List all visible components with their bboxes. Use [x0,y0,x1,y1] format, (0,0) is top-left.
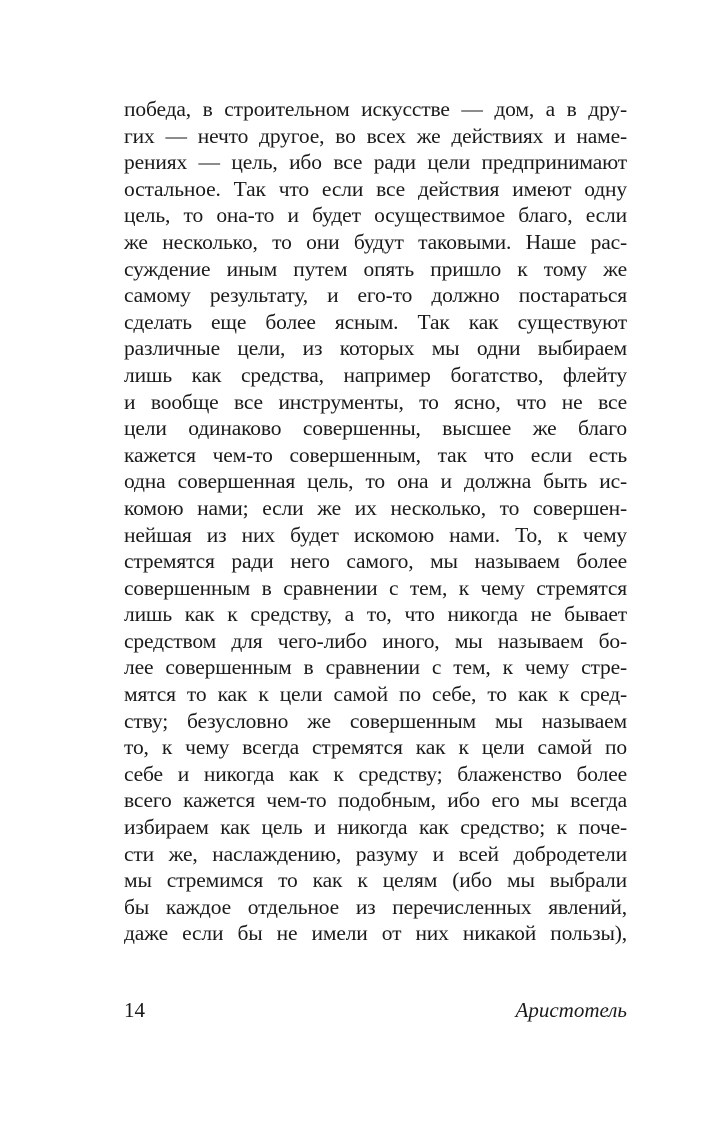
text-line: избираем как цель и никогда как средство; к поче- [124,815,627,840]
text-line: сделать еще более ясным. Так как существуют [124,309,627,334]
text-line: гих — нечто другое, во всех же действиях и наме- [124,123,627,148]
text-line: самому результату, и его-то должно постараться [124,283,627,308]
text-line: лишь как средства, например богатство, флейту [124,362,627,387]
text-line: совершенным в сравнении с тем, к чему стремятся [124,575,627,600]
text-line: же несколько, то они будут таковыми. Наше рас- [124,229,627,254]
text-line: различные цели, из которых мы одни выбираем [124,336,627,361]
text-line: ству; безусловно же совершенным мы называем [124,708,627,733]
text-line: цель, то она-то и будет осуществимое благо, если [124,203,627,228]
text-line: остальное. Так что если все действия имеют одну [124,176,627,201]
text-line: то, к чему всегда стремятся как к цели самой по [124,735,627,760]
page-number: 14 [124,998,145,1022]
text-line: суждение иным путем опять пришло к тому же [124,256,627,281]
text-line: кажется чем-то совершенным, так что если есть [124,442,627,467]
text-line: одна совершенная цель, то она и должна быть ис- [124,469,627,494]
text-line: лишь как к средству, а то, что никогда не бывает [124,602,627,627]
text-line: нейшая из них будет искомою нами. То, к чему [124,522,627,547]
text-line: себе и никогда как к средству; блаженство более [124,761,627,786]
text-line: мятся то как к цели самой по себе, то как к сред- [124,682,627,707]
text-line: рениях — цель, ибо все ради цели предпринимают [124,150,627,175]
text-line: и вообще все инструменты, то ясно, что не все [124,389,627,414]
text-line: мы стремимся то как к целям (ибо мы выбрали [124,868,627,893]
text-line: стремятся ради него самого, мы называем более [124,549,627,574]
text-line: средством для чего-либо иного, мы называем бо- [124,628,627,653]
text-line: цели одинаково совершенны, высшее же благо [124,416,627,441]
text-line: всего кажется чем-то подобным, ибо его мы всегда [124,788,627,813]
text-line: лее совершенным в сравнении с тем, к чему стре- [124,655,627,680]
body-text [124,96,627,947]
text-line: победа, в строительном искусстве — дом, а в дру- [124,97,627,121]
text-line: бы каждое отдельное из перечисленных явлений, [124,894,627,919]
text-line: даже если бы не имели от них никакой пользы), [124,921,627,946]
running-title: Аристотель [515,998,627,1022]
text-line: комою нами; если же их несколько, то совершен- [124,495,627,520]
text-line: сти же, наслаждению, разуму и всей добродетели [124,841,627,866]
